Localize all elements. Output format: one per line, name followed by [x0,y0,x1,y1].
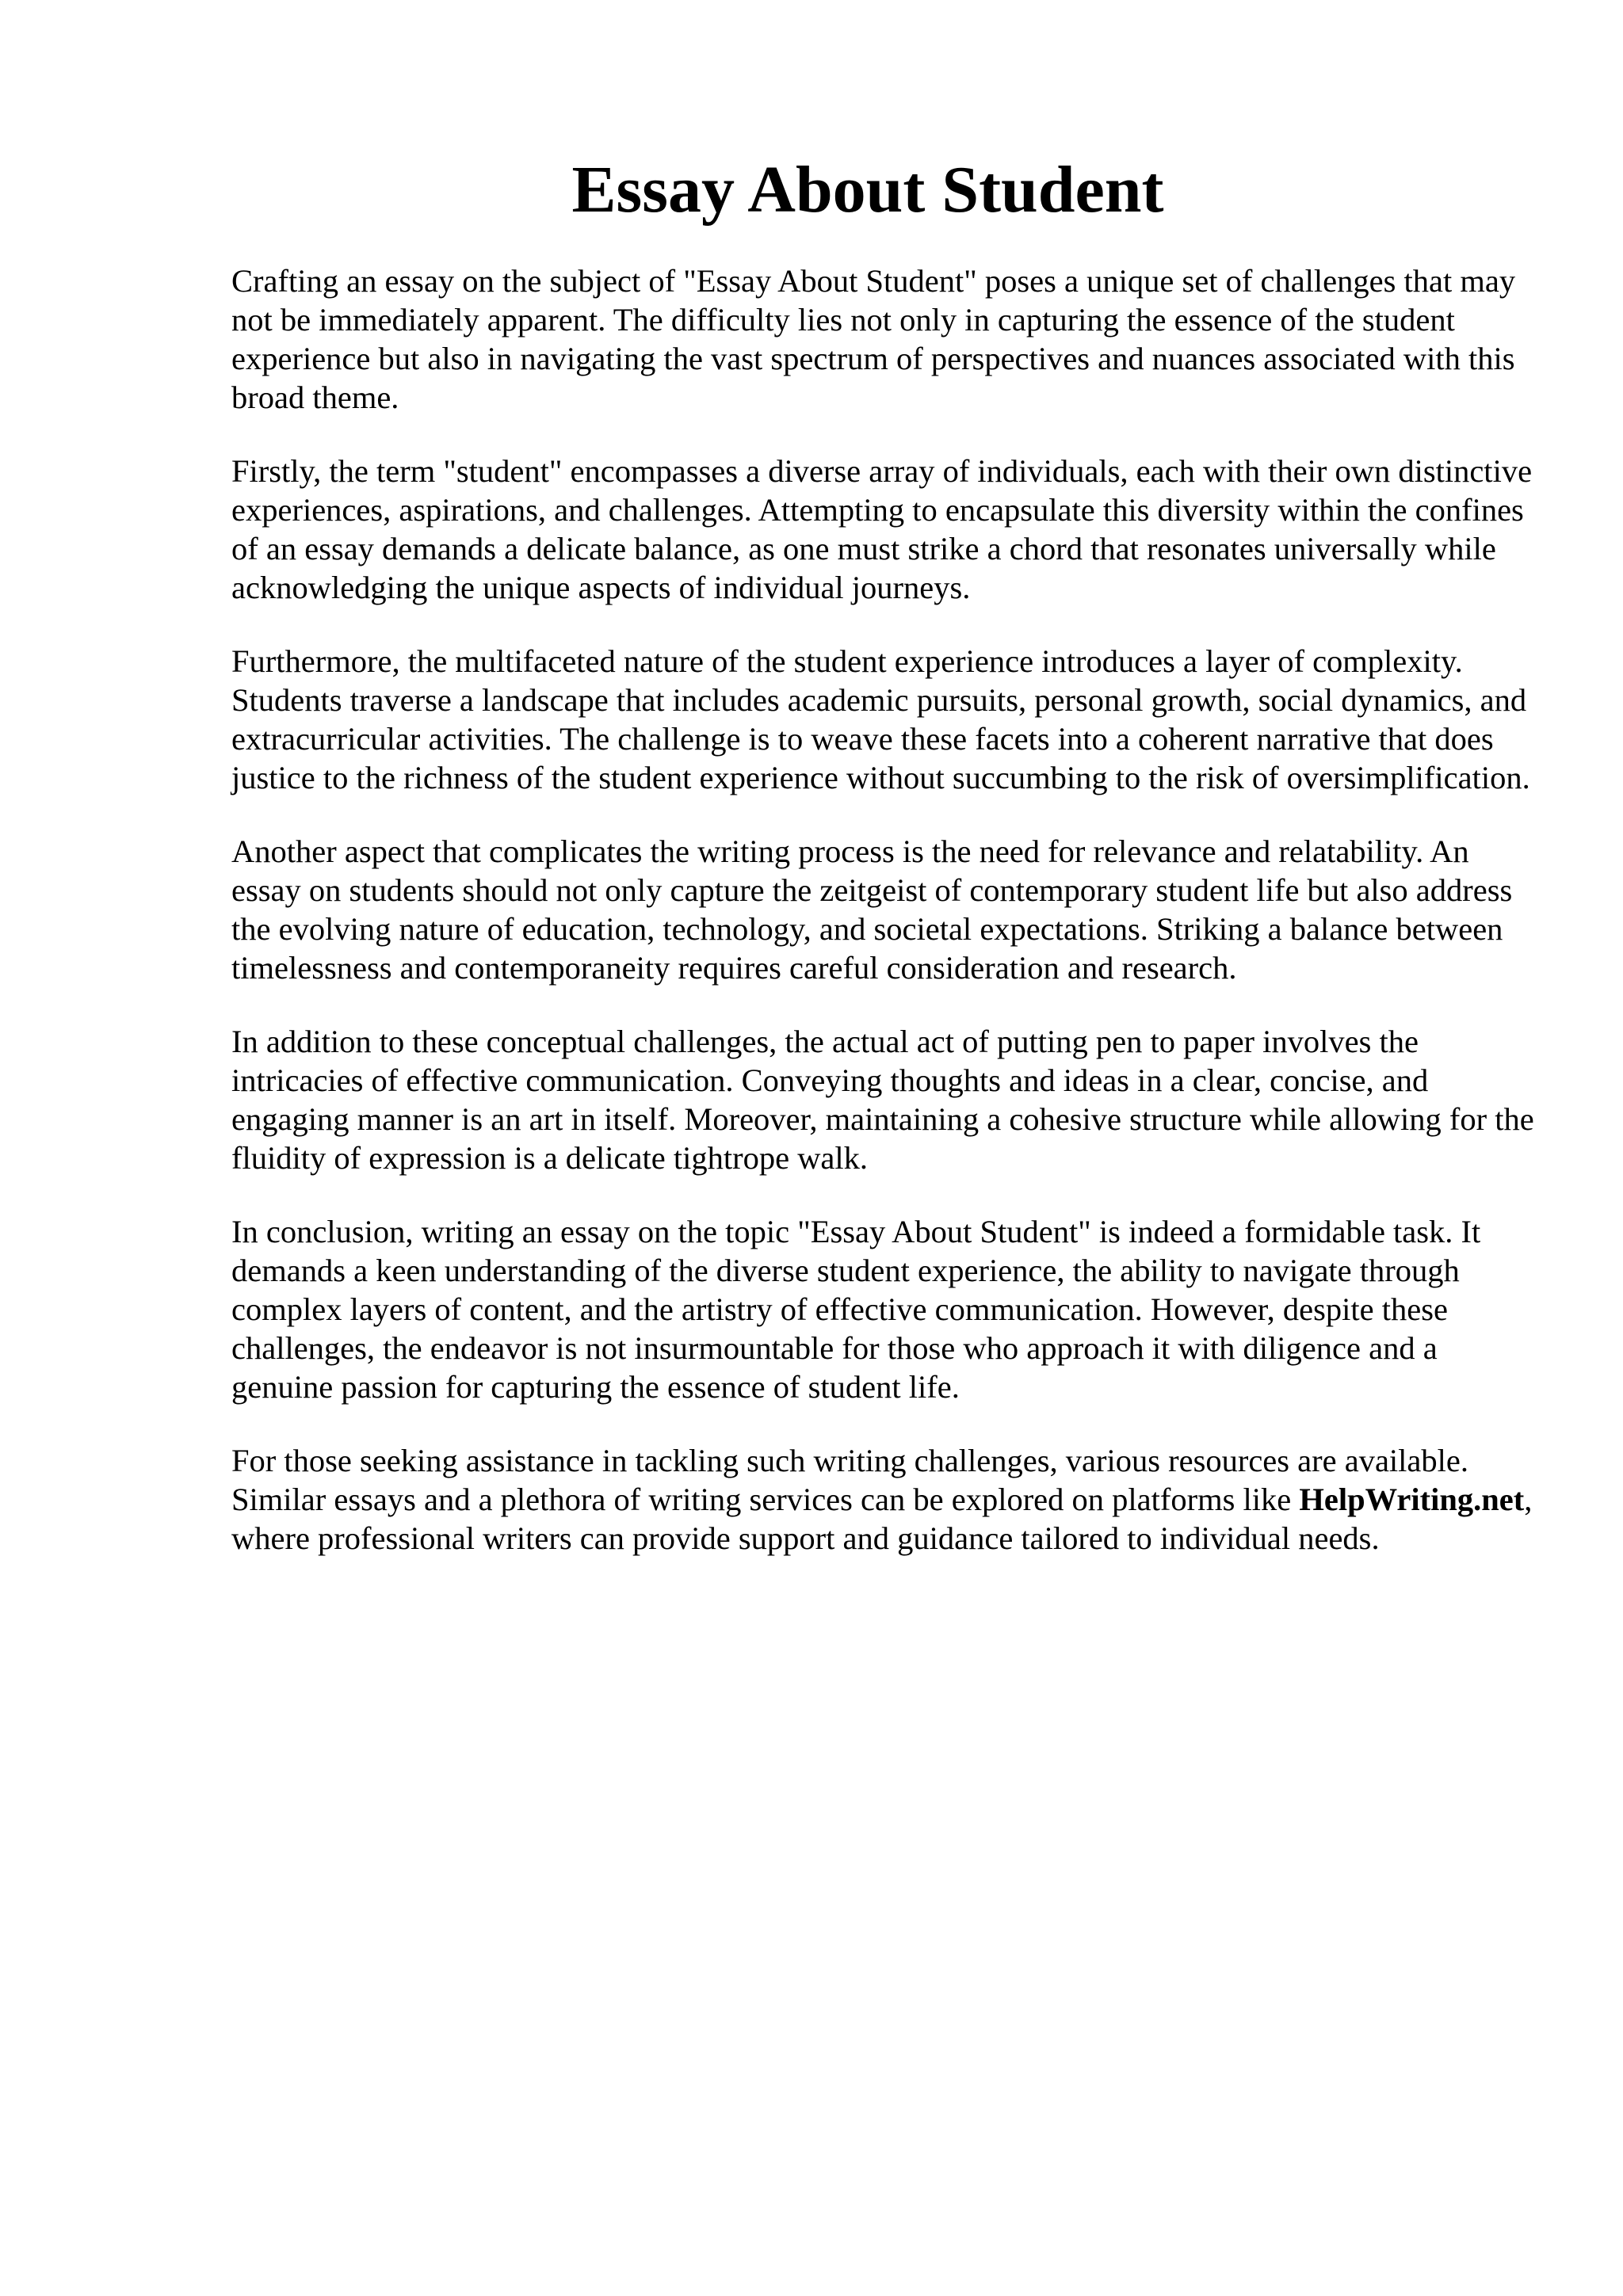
brand-name: HelpWriting.net [1299,1482,1525,1517]
document-body [231,261,1539,1592]
document-title: Essay About Student [571,153,1164,227]
paragraph-3: Furthermore, the multifaceted nature of the student experience introduces a layer of complexity. Students traverse a landscape that includes academic pursuits, personal growth, social dynamics, and extracurricular activities. The challenge is to weave these facets into a coherent narrative that does justice to the richness of the student experience without succumbing to the risk of oversimplification. [231,643,1530,795]
paragraph-7 [231,1441,1539,1558]
paragraph-7-text-before: For those seeking assistance in tackling such writing challenges, various resources are available. Similar essays and a plethora of writing services can be explored on platforms like [231,1443,1469,1517]
paragraph-1: Crafting an essay on the subject of "Essay About Student" poses a unique set of challenges that may not be immediately apparent. The difficulty lies not only in capturing the essence of the student experience but also in navigating the vast spectrum of perspectives and nuances associated with this broad theme. [231,263,1516,415]
paragraph-4: Another aspect that complicates the writing process is the need for relevance and relatability. An essay on students should not only capture the zeitgeist of contemporary student life but also address the evolving nature of education, technology, and societal expectations. Striking a balance between timelessness and contemporaneity requires careful consideration and research. [231,833,1513,986]
paragraph-7-text-after: , where professional writers can provide support and guidance tailored to individual needs. [231,1482,1533,1556]
paragraph-2: Firstly, the term "student" encompasses a diverse array of individuals, each with their own distinctive experiences, aspirations, and challenges. Attempting to encapsulate this diversity within the confines of an essay demands a delicate balance, as one must strike a chord that resonates universally while acknowledging the unique aspects of individual journeys. [231,453,1533,605]
paragraph-6: In conclusion, writing an essay on the topic "Essay About Student" is indeed a formidable task. It demands a keen understanding of the diverse student experience, the ability to navigate through complex layers of content, and the artistry of effective communication. However, despite these challenges, the endeavor is not insurmountable for those who approach it with diligence and a genuine passion for capturing the essence of student life. [231,1214,1481,1405]
paragraph-5: In addition to these conceptual challenges, the actual act of putting pen to paper involves the intricacies of effective communication. Conveying thoughts and ideas in a clear, concise, and engaging manner is an art in itself. Moreover, maintaining a cohesive structure while allowing for the fluidity of expression is a delicate tightrope walk. [231,1024,1534,1176]
